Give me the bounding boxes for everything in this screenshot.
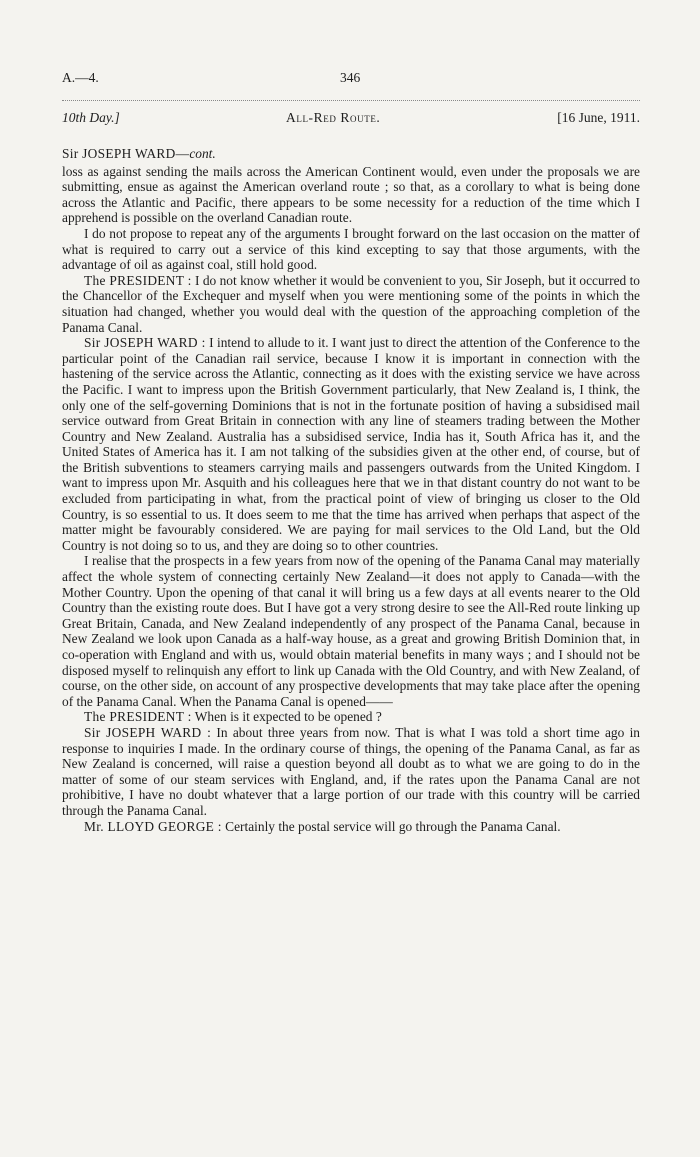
paragraph-text: When is it expected to be opened ?: [191, 709, 382, 725]
paragraph-text: I realise that the prospects in a few years from now of the opening of the Panama Canal may materially affect the whole system of connecting certainly New Zealand—it does not apply to Canada—with the Mother Country. Upon the opening of that canal it will bring us a few days at all events nearer to the Old Country than the existing route does. But I have got a very strong desire to see the All-Red route linking up Great Britain, Canada, and New Zealand independently of any prospect of the Panama Canal, because in New Zealand we look upon Canada as a half-way house, as a great and growing British Dominion that, in co-operation with England and with us, would obtain material benefits in many ways ; and I should not be disposed myself to relinquish any effort to link up Canada with the Old Country, and with New Zealand, of course, on the other side, on account of any prospective developments that may take place after the opening of the Panama Canal. When the Panama Canal is opened——: [62, 553, 640, 709]
continuation-heading: [62, 146, 640, 162]
document-body: [62, 146, 640, 834]
continuation-speaker: Sir JOSEPH WARD—: [62, 146, 190, 161]
paragraph: [62, 226, 640, 273]
paragraph-text: I do not know whether it would be convenient to you, Sir Joseph, but it occurred to the Chancellor of the Exchequer and myself when you were mentioning some of the points in which the situation had changed, whether you would deal with the question of the approaching completion of the Panama Canal.: [62, 272, 641, 335]
paragraph-text: Certainly the postal service will go through the Panama Canal.: [221, 818, 561, 834]
paragraph: [62, 819, 640, 835]
running-title: All-Red Route.: [286, 110, 381, 125]
paragraph-text: I do not propose to repeat any of the arguments I brought forward on the last occasion on the matter of what is required to carry out a service of this kind excepting to say that those arguments, with the advantage of oil as against coal, still hold good.: [62, 225, 640, 273]
paragraph-text: loss as against sending the mails across the American Continent would, even under the proposals we are submitting, ensue as against the American overland route ; so that, as a corollary to what is being done across the Atlantic and Pacific, there appears to be some necessity for a reduction of the time which I apprehend is possible on the overland Canadian route.: [62, 163, 640, 226]
paragraph-text: In about three years from now. That is what I was told a short time ago in response to inquiries I made. In the ordinary course of things, the opening of the Panama Canal, as far as New Zealand is concerned, will raise a question beyond all doubt as to what we are going to do in the matter of some of our steam services with England, and, if the rates upon the Panama Canal are not prohibitive, I have no doubt whatever that a large portion of our trade with this country will be carried through the Panama Canal.: [62, 724, 640, 818]
paragraph-speaker: Sir JOSEPH WARD :: [84, 724, 212, 740]
continuation-note: cont.: [189, 146, 216, 161]
paragraph-text: I intend to allude to it. I want just to direct the attention of the Conference to the particular point of the Canadian rail service, because I know it is important in connection with the hastening of the service across the Atlantic, connecting as it does with the existing service we have across the Pacific. I want to impress upon the British Government particularly, that New Zealand is, I think, the only one of the self-governing Dominions that is not in the fortunate position of having a subsidised mail service outward from Great Britain in connection with any line of steamers trading between the Mother Country and New Zealand. Australia has a subsidised service, India has it, South Africa has it, and the United States of America has it. I am not talking of the subsidies given at the other end, of course, but of the British subventions to steamers carrying mails and passengers outwards from the United Kingdom. I want to impress upon Mr. Asquith and his colleagues here that we in that distant country do not want to be excluded from participating in what, from the practical point of view of bringing us closer to the Old Country, is so essential to us. It does seem to me that the time has arrived when perhaps that aspect of the matter might be favourably considered. We are paying for mail services to the Old Land, but the Old Country is not doing so to us, and they are doing so to other countries.: [62, 335, 640, 553]
paragraph: [62, 335, 640, 553]
header-divider: [62, 100, 640, 101]
paragraph-speaker: The PRESIDENT :: [84, 709, 192, 725]
page-number: 346: [340, 70, 361, 85]
paper-number: A.—4.: [62, 70, 99, 85]
paragraph: [62, 709, 640, 725]
sitting-day: 10th Day.]: [62, 110, 120, 125]
paragraph-speaker: Sir JOSEPH WARD :: [84, 335, 206, 351]
paragraph: [62, 553, 640, 709]
paragraph-speaker: The PRESIDENT :: [84, 272, 192, 288]
running-header: [62, 110, 640, 130]
paragraph: [62, 725, 640, 819]
page-header: [62, 70, 640, 90]
paragraph: [62, 164, 640, 226]
paragraph: [62, 273, 640, 335]
sitting-date: [16 June, 1911.: [557, 110, 640, 125]
paragraph-speaker: Mr. LLOYD GEORGE :: [84, 818, 222, 834]
